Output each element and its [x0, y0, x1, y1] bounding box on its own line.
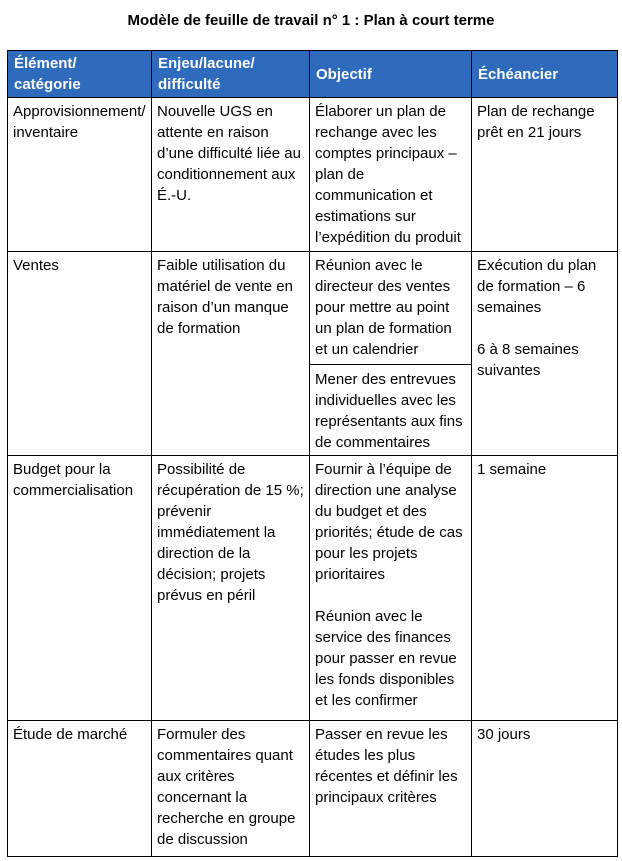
header-issue-gap-difficulty: Enjeu/lacune/ difficulté: [152, 51, 310, 98]
cell-objective: [310, 721, 472, 857]
objective-text: Élaborer un plan de rechange avec les comptes principaux – plan de communication et estimations sur l’expédition du produit: [315, 103, 461, 246]
objective-text: Réunion avec le service des finances pour passer en revue les fonds disponibles et les confirmer: [315, 608, 457, 709]
table-row: [8, 721, 618, 857]
timeline-text: Exécution du plan de formation – 6 semaines: [477, 257, 597, 316]
objective-text: Réunion avec le directeur des ventes pour mettre au point un plan de formation et un calendrier: [315, 257, 452, 358]
cell-issue: Nouvelle UGS en attente en raison d’une difficulté liée au conditionnement aux É.-U.: [152, 98, 310, 252]
timeline-text: 30 jours: [477, 726, 531, 743]
objective-text: Fournir à l’équipe de direction une analyse du budget et des priorités; étude de cas pour les projets prioritaires: [315, 461, 463, 583]
timeline-text: Plan de rechange prêt en 21 jours: [477, 103, 595, 141]
table-row: [8, 98, 618, 252]
table-row: [8, 456, 618, 721]
cell-objective: [310, 252, 472, 456]
cell-element: Ventes: [8, 252, 152, 456]
objective-text: Mener des entrevues individuelles avec les représentants aux fins de commentaires: [310, 364, 471, 453]
timeline-text: 1 semaine: [477, 461, 547, 478]
cell-issue: Formuler des commentaires quant aux critères concernant la recherche en groupe de discussion: [152, 721, 310, 857]
cell-element: Approvisionnement/ inventaire: [8, 98, 152, 252]
cell-element: Budget pour la commercialisation: [8, 456, 152, 721]
header-objective: Objectif: [310, 51, 472, 98]
table-row: [8, 252, 618, 456]
cell-timeline: [472, 252, 618, 456]
cell-issue: Faible utilisation du matériel de vente en raison d’un manque de formation: [152, 252, 310, 456]
page-title: Modèle de feuille de travail n° 1 : Plan à court terme: [127, 12, 495, 29]
header-timeline: Échéancier: [472, 51, 618, 98]
cell-timeline: [472, 721, 618, 857]
header-element-category: Élément/ catégorie: [8, 51, 152, 98]
cell-objective: [310, 98, 472, 252]
cell-timeline: [472, 98, 618, 252]
cell-timeline: [472, 456, 618, 721]
objective-text: Passer en revue les études les plus récentes et définir les principaux critères: [315, 726, 458, 806]
cell-element: Étude de marché: [8, 721, 152, 857]
short-term-plan-table: [7, 50, 618, 857]
table-header-row: [8, 51, 618, 98]
cell-issue: Possibilité de récupération de 15 %; prévenir immédiatement la direction de la décision; projets prévus en péril: [152, 456, 310, 721]
timeline-text: 6 à 8 semaines suivantes: [477, 341, 579, 379]
cell-objective: [310, 456, 472, 721]
